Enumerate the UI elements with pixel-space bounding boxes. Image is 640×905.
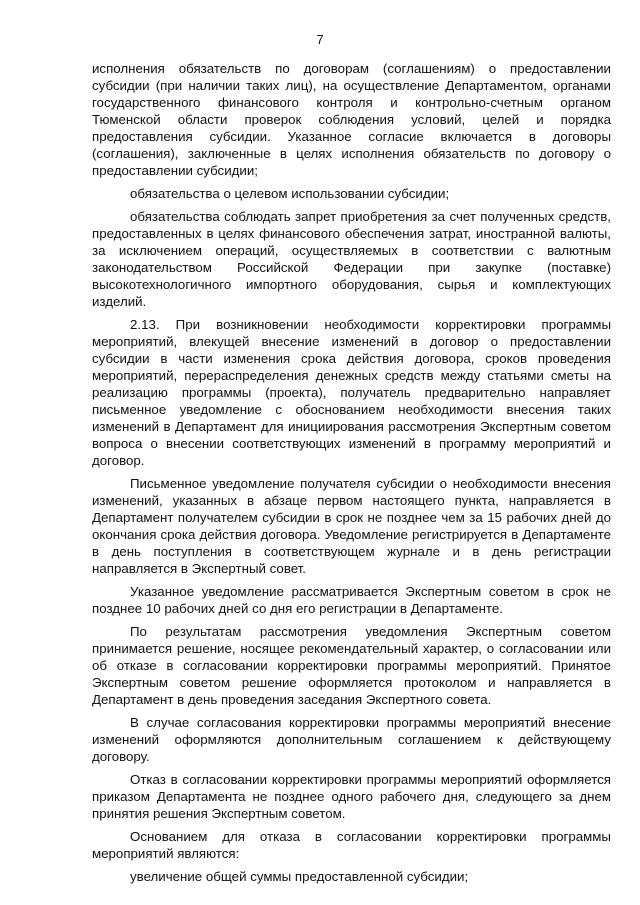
paragraph: обязательства о целевом использовании субсидии;	[130, 186, 450, 201]
paragraph: В случае согласования корректировки программы мероприятий внесение изменений оформляются дополнительным соглашением к действующему договору.	[92, 715, 611, 764]
paragraph-clause-2-13: 2.13. При возникновении необходимости корректировки программы мероприятий, влекущей внесение изменений в договор о предоставлении субсидии в части изменения срока действия договора, сроков проведения мероприятий, перераспределения денежных средств между статьями сметы на реализацию программы (проекта), получатель предварительно направляет письменное уведомление с обоснованием необходимости внесения таких изменений в Департамент для инициирования рассмотрения Экспертным советом вопроса о внесении соответствующих изменений в программу мероприятий и договор.	[92, 317, 611, 468]
paragraph: Основанием для отказа в согласовании корректировки программы мероприятий являются:	[92, 829, 611, 861]
paragraph: обязательства соблюдать запрет приобретения за счет полученных средств, предоставленных в целях финансового обеспечения затрат, иностранной валюты, за исключением операций, осуществляемых в соответствии с валютным законодательством Российской Федерации при закупке (поставке) высокотехнологичного импортного оборудования, сырья и комплектующих изделий.	[92, 209, 611, 309]
paragraph: Отказ в согласовании корректировки программы мероприятий оформляется приказом Департамента не позднее одного рабочего дня, следующего за днем принятия решения Экспертным советом.	[92, 772, 611, 821]
paragraph: По результатам рассмотрения уведомления Экспертным советом принимается решение, носящее рекомендательный характер, о согласовании или об отказе в согласовании корректировки программы мероприятий. Принятое Экспертным советом решение оформляется протоколом и направляется в Департамент в день проведения заседания Экспертного совета.	[92, 624, 611, 707]
document-body	[92, 60, 611, 891]
paragraph: Письменное уведомление получателя субсидии о необходимости внесения изменений, указанных в абзаце первом настоящего пункта, направляется в Департамент получателем субсидии в срок не позднее чем за 15 рабочих дней до окончания срока действия договора. Уведомление регистрируется в Департаменте в день поступления в соответствующем журнале и в день регистрации направляется в Экспертный совет.	[92, 476, 611, 576]
paragraph: увеличение общей суммы предоставленной субсидии;	[130, 869, 469, 884]
paragraph: Указанное уведомление рассматривается Экспертным советом в срок не позднее 10 рабочих дней со дня его регистрации в Департаменте.	[92, 584, 611, 616]
page-number: 7	[316, 32, 324, 47]
paragraph-continuation: исполнения обязательств по договорам (соглашениям) о предоставлении субсидии (при наличии таких лиц), на осуществление Департаментом, органами государственного финансового контроля и контрольно-счетным органом Тюменской области проверок соблюдения условий, целей и порядка предоставления субсидии. Указанное согласие включается в договоры (соглашения), заключенные в целях исполнения обязательств по договору о предоставлении субсидии;	[92, 61, 611, 178]
